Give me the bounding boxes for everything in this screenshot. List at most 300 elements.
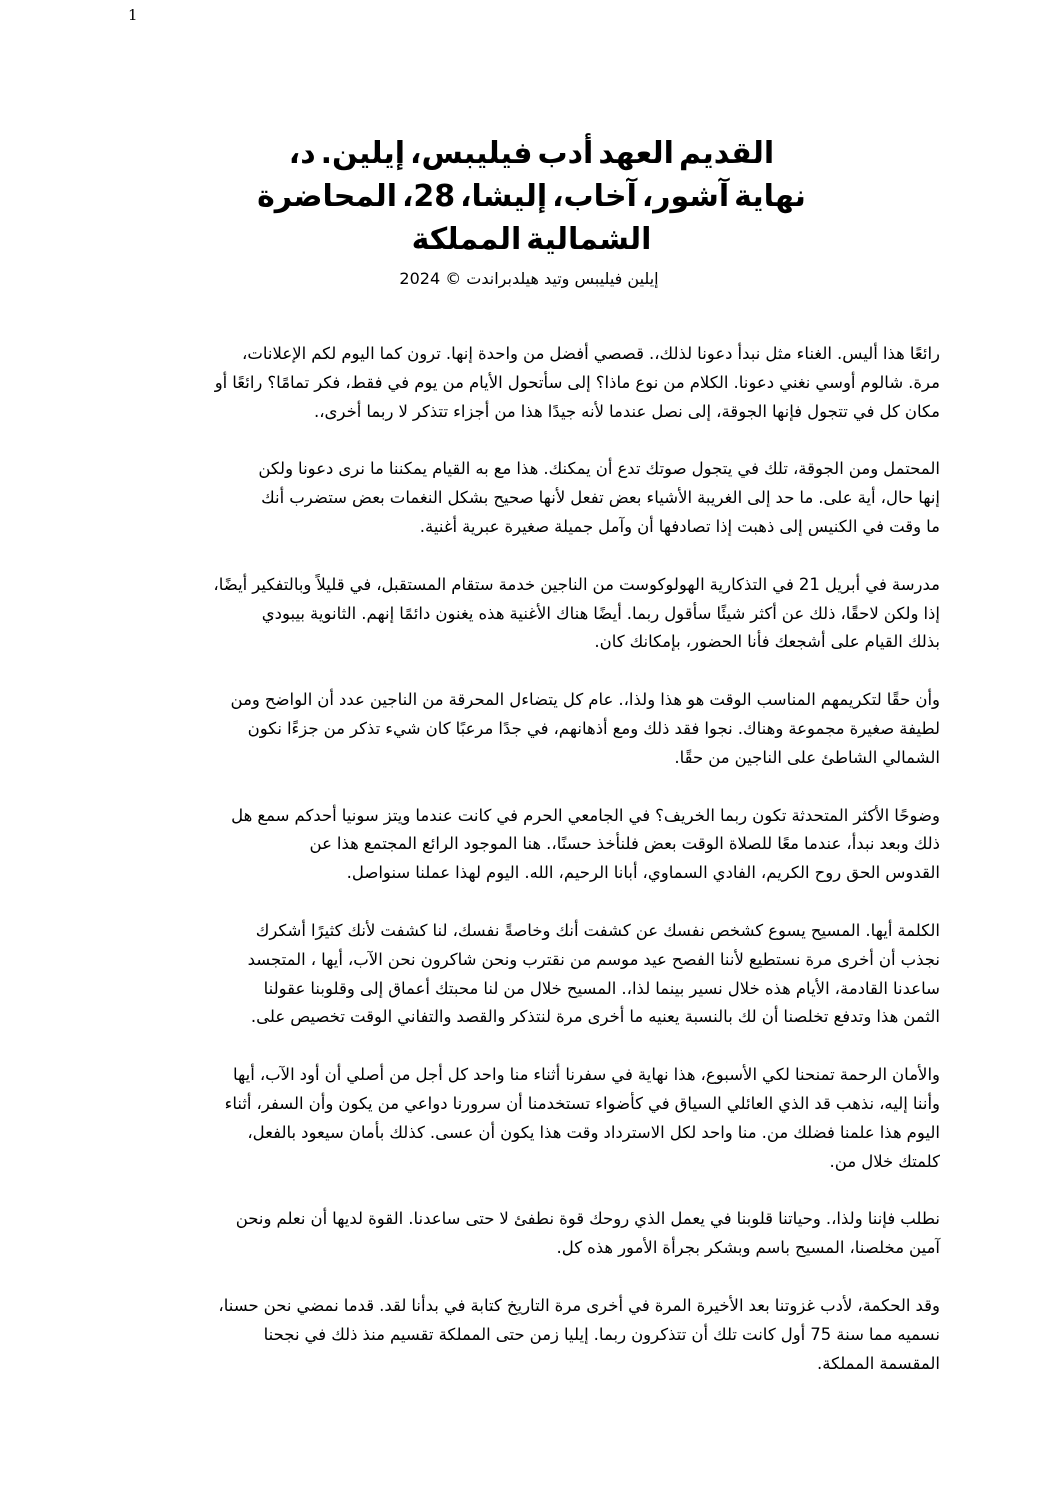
word: سرورنا (452, 1093, 502, 1113)
word: تخصيص (290, 1007, 345, 1027)
word: في (611, 1065, 633, 1085)
word: لأنه (581, 401, 605, 421)
word: الأخيرة (696, 1295, 744, 1315)
word: من (442, 372, 464, 392)
word: ولكن (883, 603, 919, 623)
word: في (496, 805, 519, 825)
word: عن (635, 920, 659, 940)
word: الأكثر (853, 805, 890, 825)
word: بعض (608, 488, 642, 508)
word: هذا (876, 1007, 899, 1027)
word: تقسيم (389, 1324, 434, 1344)
word: من (569, 949, 592, 969)
word: .ربما (626, 603, 660, 623)
word: هنا (522, 834, 542, 854)
word: فيليبس، (410, 136, 533, 171)
word: أوسي (815, 372, 856, 392)
word: جدًا (498, 718, 522, 738)
paragraph (140, 1061, 940, 1176)
word: أيضًا، (213, 574, 248, 594)
word: إيليا (564, 1324, 589, 1344)
word: ذلك (331, 1324, 358, 1344)
word: مكان (904, 401, 940, 421)
word: الأغنية (509, 603, 551, 623)
word: ،د (288, 136, 316, 171)
word: هناك (555, 603, 589, 623)
text-line (140, 917, 940, 946)
word: خلال (727, 978, 760, 998)
word: الكلام (689, 372, 729, 392)
word: الأسبوع، (700, 1065, 758, 1085)
word: للصلاة (728, 834, 773, 854)
word: المجتمع (363, 834, 417, 854)
word: أيها (233, 1065, 255, 1085)
word: تصادفها (658, 516, 711, 536)
word: سمع (257, 805, 290, 825)
word: لكل (669, 1122, 697, 1142)
word: المقسمة (879, 1353, 940, 1373)
word: ومع (612, 718, 639, 738)
word: موسم (596, 949, 639, 969)
word: ما (926, 516, 940, 536)
word: صوتك (645, 459, 687, 479)
word: تتجول (807, 401, 848, 421)
word: مجموعة (788, 718, 845, 738)
word: أو (214, 372, 228, 392)
word: لا (398, 401, 408, 421)
text-line (140, 455, 940, 484)
word: محبتك (435, 978, 479, 998)
word: .إيلين (320, 136, 406, 171)
word: شالوم (860, 372, 904, 392)
word: .على (818, 488, 853, 508)
word: التاريخ (506, 1295, 550, 1315)
text-line (140, 946, 940, 975)
word: إلى (567, 372, 591, 392)
word: عن (781, 603, 805, 623)
word: الكنيس (807, 516, 858, 536)
word: والأمان (892, 1065, 940, 1085)
paragraph (140, 571, 940, 657)
word: هذا (673, 1065, 696, 1085)
word: في (852, 401, 875, 421)
word: نسير (689, 978, 723, 998)
word: كل (879, 401, 900, 421)
word: قوة (559, 1209, 585, 1229)
word: الفصح (671, 949, 715, 969)
word: هذه (587, 1238, 614, 1258)
word: عملنا (415, 863, 451, 883)
title-line (0, 132, 1058, 175)
document-body (140, 340, 940, 1407)
text-line (140, 1148, 940, 1177)
word: الوقت (681, 834, 724, 854)
word: المملكة (438, 1324, 491, 1344)
word: في (709, 1209, 732, 1229)
word: آخاب، (552, 179, 637, 214)
word: وقت (566, 1122, 599, 1142)
word: نجذب (900, 949, 940, 969)
word: تخلصنا (783, 1007, 829, 1027)
word: واحدة (477, 344, 519, 363)
text-line (140, 1234, 940, 1263)
word: نبدأ، (846, 834, 875, 854)
word: روح (814, 863, 842, 883)
word: يكون (500, 1122, 535, 1142)
word: يمكننا (388, 459, 428, 479)
word: تكون (752, 805, 787, 825)
word: من (523, 344, 545, 363)
word: أيضًا (593, 603, 622, 623)
word: سونيا (341, 805, 379, 825)
word: .أليس (837, 344, 878, 363)
word: لكم (311, 344, 337, 363)
word: .أخرى، (313, 401, 362, 421)
word: .كل (556, 1238, 583, 1258)
word: فإننا (867, 1209, 896, 1229)
word: .لقد (379, 1295, 407, 1315)
word: نقترب (522, 949, 565, 969)
word: أثناء (224, 1093, 252, 1113)
word: مع (493, 459, 512, 479)
word: التذكارية (709, 574, 768, 594)
word: مرة (554, 1295, 582, 1315)
word: من (422, 690, 444, 710)
word: مدرسة (891, 574, 940, 594)
word: .أيها (865, 920, 893, 940)
word: ما (799, 488, 814, 508)
word: يغنون (435, 603, 474, 623)
text-line (140, 1350, 940, 1379)
word: منا (509, 1065, 529, 1085)
word: .ولذا، (618, 690, 656, 710)
word: ذلك (913, 834, 940, 854)
word: الأمور (618, 1238, 658, 1258)
word: حال، (880, 488, 914, 508)
word: نحن (387, 949, 416, 969)
word: في (865, 574, 887, 594)
word: بدأنا (411, 1295, 439, 1315)
word: كان (425, 718, 451, 738)
word: .حسنًا، (546, 834, 592, 854)
word: مرة (805, 949, 833, 969)
word: .لذا، (621, 978, 651, 998)
word: تستخدمنا (527, 1093, 591, 1113)
word: عندما (609, 401, 647, 421)
word: سيعود (301, 1122, 344, 1142)
word: بالفعل، (247, 1122, 297, 1142)
word: الشمالي (882, 747, 940, 767)
word: السماوي، (642, 863, 708, 883)
word: إنها (918, 488, 940, 508)
word: فقط، (345, 372, 383, 392)
word: ذلك (643, 718, 670, 738)
word: كما (379, 344, 403, 363)
word: في (647, 1093, 670, 1113)
word: من (389, 1065, 411, 1085)
word: لأنك (347, 920, 376, 940)
word: ،الإعلانات (242, 344, 307, 363)
text-line (140, 600, 940, 629)
word: تلك (763, 459, 788, 479)
word: القيام (864, 632, 903, 652)
text-line (140, 975, 940, 1004)
word: ومن (230, 690, 260, 710)
page-number: 1 (128, 6, 138, 24)
word: تتذكر (412, 401, 449, 421)
word: أن (506, 1093, 523, 1113)
title-line (0, 175, 1058, 218)
word: .وهناك (737, 718, 784, 738)
word: كل (447, 1065, 469, 1085)
word: نصل (651, 401, 683, 421)
word: لك (737, 1007, 757, 1027)
word: العهد (598, 136, 674, 171)
word: لاحقًا، (840, 603, 879, 623)
word: الهولوكوست (618, 574, 705, 594)
word: أصلي (346, 1065, 385, 1085)
word: أن (761, 1007, 779, 1027)
word: نهاية (637, 1065, 669, 1085)
word: جميلة (554, 516, 594, 536)
word: إلى (687, 401, 712, 421)
word: .سنواصل (346, 863, 411, 883)
word: الخريف؟ (655, 805, 715, 825)
word: أشكرك (255, 920, 306, 940)
word: هو (687, 690, 705, 710)
word: فإنها (772, 401, 803, 421)
word: وخاصةً (504, 920, 551, 940)
word: تلك (713, 1324, 738, 1344)
word: 21 (798, 574, 820, 594)
word: مرعبًا (455, 718, 494, 738)
word: لأدب (820, 1295, 853, 1315)
word: المتجسد (247, 949, 306, 969)
word: وقلوبنا (310, 978, 355, 998)
word: هذه (478, 603, 505, 623)
word: على (787, 747, 817, 767)
word: .ساعدنا (408, 1209, 461, 1229)
word: إلى (779, 516, 803, 536)
word: نبدأ (737, 344, 761, 363)
word: قصصي (593, 344, 644, 363)
word: في (628, 805, 651, 825)
word: أشجعك (774, 632, 826, 652)
word: الاسترداد (603, 1122, 665, 1142)
word: الشاطئ (821, 747, 878, 767)
word: سفرنا (565, 1065, 607, 1085)
word: معًا (777, 834, 800, 854)
word: .المملكة (817, 1353, 875, 1373)
word: نغني (779, 372, 811, 392)
word: .كان (594, 632, 625, 652)
word: الفادي (712, 863, 756, 883)
word: صغيرة (504, 516, 550, 536)
word: أية (857, 488, 876, 508)
word: الأيام (795, 978, 830, 998)
word: .على (250, 1007, 286, 1027)
word: صغيرة (849, 718, 895, 738)
paragraph (140, 455, 940, 541)
word: تمامًا؟ (267, 372, 310, 392)
word: ربما (366, 401, 394, 421)
word: ، (310, 949, 317, 969)
word: شيء (385, 718, 421, 738)
word: كانت (742, 1324, 776, 1344)
word: سأتحول (507, 372, 563, 392)
word: الرحمة (839, 1065, 888, 1085)
word: القادمة، (834, 978, 889, 998)
word: وأننا (912, 1093, 940, 1113)
word: ترون (407, 344, 441, 363)
word: الثمن (903, 1007, 940, 1027)
text-line (140, 513, 940, 542)
word: لديها (332, 1209, 364, 1229)
word: الناجين (734, 747, 782, 767)
word: أفضل (549, 344, 589, 363)
word: دعونا (697, 344, 733, 363)
word: بعض (643, 834, 677, 854)
word: الذي (778, 1093, 810, 1113)
word: ما (370, 459, 384, 479)
word: الكريم، (760, 863, 810, 883)
text-line (140, 859, 940, 888)
word: أخرى (586, 1295, 624, 1315)
word: في (628, 1295, 650, 1315)
word: بعض (352, 488, 385, 508)
word: عن (309, 834, 332, 854)
word: روحك (589, 1209, 630, 1229)
word: غزوتنا (774, 1295, 816, 1315)
word: أن (691, 1324, 709, 1344)
text-line (140, 1090, 940, 1119)
word: ونحن (235, 1209, 272, 1229)
word: أود (299, 1065, 320, 1085)
word: عام (588, 690, 614, 710)
word: نطفئ (513, 1209, 555, 1229)
word: ما (629, 1007, 644, 1027)
word: عندما (804, 834, 842, 854)
word: أبانا (613, 863, 638, 883)
paragraph (140, 917, 940, 1032)
word: أعماق (388, 978, 431, 998)
word: نستطيع (748, 949, 801, 969)
word: أثناء (533, 1065, 561, 1085)
word: الجوقة، (716, 401, 768, 421)
word: المرة (654, 1295, 692, 1315)
word: في (862, 516, 885, 536)
word: السفر، (256, 1093, 304, 1113)
word: فأنا (747, 632, 770, 652)
word: القيام (432, 459, 471, 479)
word: لا (499, 1209, 509, 1229)
word: الشمالية (526, 222, 652, 257)
word: قلوبنا (736, 1209, 774, 1229)
word: نرى (338, 459, 366, 479)
word: من (503, 978, 525, 998)
word: أكثر (750, 603, 777, 623)
word: وبشكر (705, 1238, 751, 1258)
word: اليوم (341, 344, 375, 363)
paragraph (140, 686, 940, 772)
word: بجرأة (662, 1238, 700, 1258)
text-line (140, 1292, 940, 1321)
word: نفسك (663, 920, 705, 940)
text-line (140, 715, 940, 744)
word: باسم (755, 1238, 790, 1258)
word: لأننا (719, 949, 744, 969)
word: المملكة (411, 222, 522, 257)
word: .دعونا (733, 372, 775, 392)
word: آشور، (641, 179, 730, 214)
word: وبالتفكير (252, 574, 312, 594)
word: .لذلك، (648, 344, 693, 363)
word: بيبودي (261, 603, 306, 623)
word: أن (637, 516, 654, 536)
word: هذا (516, 459, 539, 479)
word: نطلب (900, 1209, 940, 1229)
word: يتجول (691, 459, 733, 479)
word: أن (310, 1209, 328, 1229)
word: آمين (909, 1238, 940, 1258)
word: اليوم (486, 863, 520, 883)
word: .يمكنك (543, 459, 591, 479)
word: هذا (539, 1122, 562, 1142)
word: لنتذكر (510, 1007, 551, 1027)
word: الجوقة، (792, 459, 844, 479)
text-line (140, 369, 940, 398)
word: تذكر (350, 718, 381, 738)
word: أجزاء (453, 401, 490, 421)
word: القوة (368, 1209, 404, 1229)
word: وقت (889, 516, 922, 536)
word: .أغنية (419, 516, 458, 536)
word: أخرى (587, 1007, 625, 1027)
word: إليشا، (460, 179, 548, 214)
word: هذا (520, 401, 543, 421)
text-line (140, 830, 940, 859)
word: بشكل (447, 488, 489, 508)
document-header (0, 132, 1058, 293)
word: الأشياء (646, 488, 693, 508)
word: لنا (483, 978, 499, 998)
word: أول (780, 1324, 806, 1344)
text-line (140, 744, 940, 773)
word: الغريبة (697, 488, 743, 508)
word: نكون (247, 718, 282, 738)
word: .عسى (429, 1122, 474, 1142)
word: مثل (765, 344, 792, 363)
word: ستضرب (289, 488, 347, 508)
word: ويتز (383, 805, 411, 825)
word: اليوم (906, 1122, 940, 1142)
word: قدما (343, 1295, 375, 1315)
word: يسوع (768, 920, 806, 940)
word: هذا (882, 344, 905, 363)
word: وضوحًا (894, 805, 940, 825)
word: وآمل (598, 516, 633, 536)
word: الغناء (796, 344, 833, 363)
word: إلى (747, 488, 771, 508)
word: كثيرًا (310, 920, 343, 940)
word: جيدًا (547, 401, 577, 421)
word: المسيح (794, 1238, 845, 1258)
text-line (140, 571, 940, 600)
word: حتى (495, 1324, 525, 1344)
word: ذلك (809, 603, 836, 623)
word: فكر (314, 372, 341, 392)
word: إذا (923, 603, 940, 623)
